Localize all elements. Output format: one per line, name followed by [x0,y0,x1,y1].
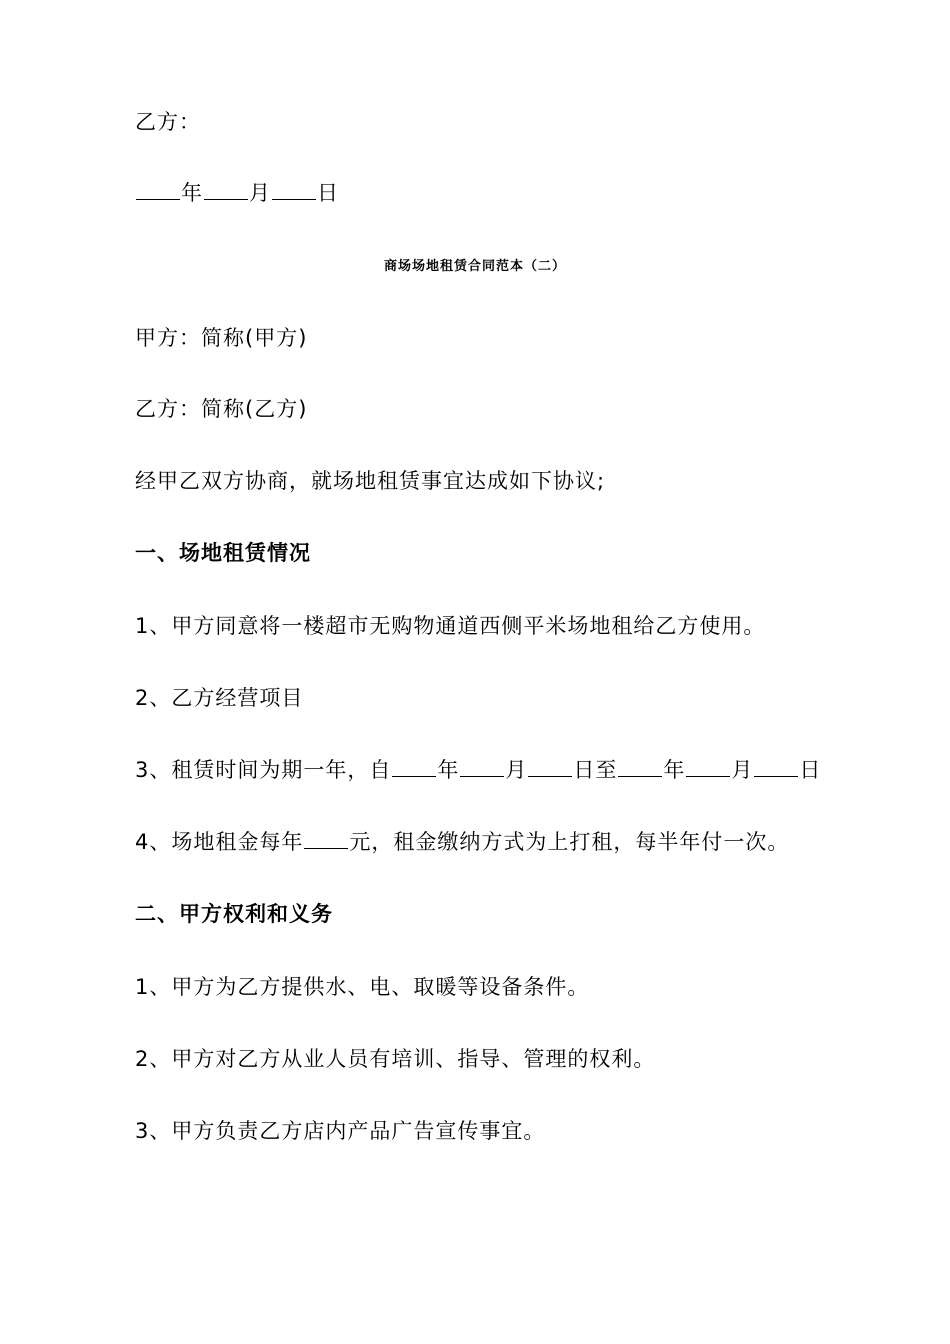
end-year-blank [618,756,662,777]
start-day-blank [528,756,572,777]
year-label: 年 [181,181,203,205]
end-month-label: 月 [731,758,754,782]
section1-item2: 2、乙方经营项目 [135,686,304,710]
section1-item1: 1、甲方同意将一楼超市无购物通道西侧平米场地租给乙方使用。 [135,614,766,638]
contract-title: 商场场地租赁合同范本（二） [383,259,566,274]
party-b-line: 乙方：简称(乙方) [135,397,308,421]
start-year-blank [392,756,436,777]
year-blank [136,179,180,200]
signature-date-line [135,177,830,209]
start-month-label: 月 [505,758,528,782]
end-day-blank [754,756,798,777]
party-a-line: 甲方：简称(甲方) [135,326,308,350]
item3-prefix: 3、租赁时间为期一年，自 [135,758,392,782]
day-blank [272,179,316,200]
party-b-text: 乙方： [135,110,201,134]
section2-item2: 2、甲方对乙方从业人员有培训、指导、管理的权利。 [135,1047,656,1071]
item4-prefix: 4、场地租金每年 [135,830,304,854]
intro-paragraph: 经甲乙双方协商，就场地租赁事宜达成如下协议; [135,469,606,493]
month-blank [204,179,248,200]
month-label: 月 [249,181,271,205]
party-b-label-top [135,106,830,138]
start-year-label: 年 [437,758,460,782]
section1-item3 [135,754,830,786]
start-month-blank [460,756,504,777]
item4-suffix: 元，租金缴纳方式为上打租，每半年付一次。 [349,830,790,854]
end-month-blank [686,756,730,777]
section1-item4 [135,826,830,858]
rent-amount-blank [304,828,348,849]
section2-item3: 3、甲方负责乙方店内产品广告宣传事宜。 [135,1119,546,1143]
section1-heading: 一、场地租赁情况 [135,541,311,565]
end-year-label: 年 [663,758,686,782]
start-day-label: 日至 [573,758,618,782]
end-day-label: 日 [799,758,822,782]
section2-item1: 1、甲方为乙方提供水、电、取暖等设备条件。 [135,975,590,999]
day-label: 日 [317,181,339,205]
section2-heading: 二、甲方权利和义务 [135,902,333,926]
